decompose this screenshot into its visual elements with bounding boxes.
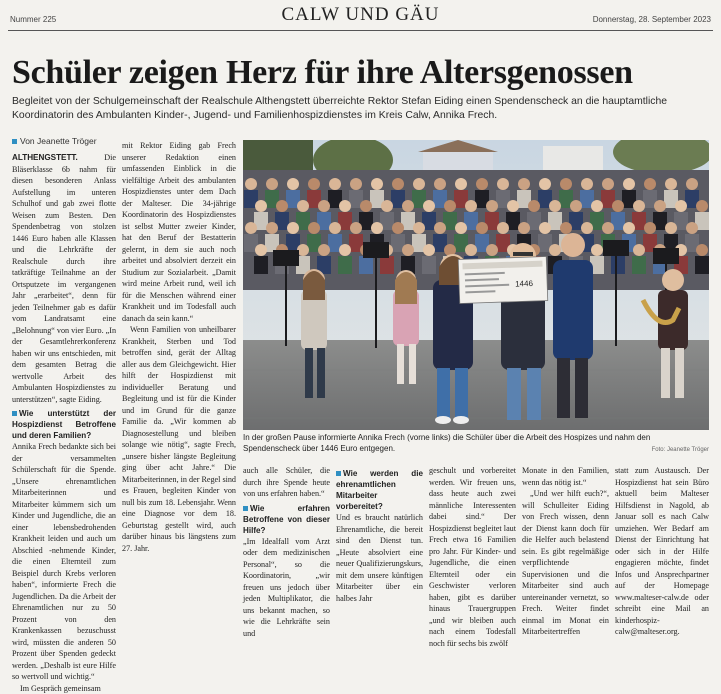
event-photo xyxy=(243,140,709,430)
subheading-text: Wie erfahren Betroffene von dieser Hilfe? xyxy=(243,504,330,535)
photo-credit: Foto: Jeanette Tröger xyxy=(652,447,709,453)
photo-caption: In der großen Pause informierte Annika Frech (vorne links) die Schüler über die Arbeit des Hospizes und nahm den Spendenscheck über 1446 Euro entgegen. xyxy=(243,433,709,454)
article-column-2 xyxy=(122,140,236,554)
paragraph: auch alle Schüler, die durch ihre Spende heute von uns erfahren haben.“ xyxy=(243,465,330,500)
article-column-4 xyxy=(336,465,423,604)
subheading-marker-icon xyxy=(336,471,341,476)
deck: Begleitet von der Schulgemeinschaft der Realschule Althengstett überreichte Rektor Stefan Eiding einen Spendenscheck an die hauptamtliche Koordinatorin des Ambulanten Kinder-, Jugend- und Familienhospizdienstes im Kreis Calw, Annika Frech. xyxy=(12,95,710,123)
photo-illustration xyxy=(243,140,709,430)
subheading xyxy=(12,408,116,441)
check-amount: 1446 xyxy=(515,279,534,289)
subheading xyxy=(336,468,423,512)
subheading-marker-icon xyxy=(12,411,17,416)
section-title: CALW UND GÄU xyxy=(8,4,713,26)
article-column-5 xyxy=(429,465,516,649)
byline-text: Von Jeanette Tröger xyxy=(20,136,97,146)
paragraph: statt zum Austausch. Der Hospizdienst hat sein Büro aktuell beim Malteser Hilfsdienst in Nagold, ab Januar soll es nach Calw umziehen. Wer Bedarf am Dienst der Einrichtung hat oder sich in der Hilfe engagieren möchte, findet Infos und Ansprechpartner auf der Homepage www.malteser-calw.de oder schreibt eine Mail an kinderhospiz-calw@malteser.org. xyxy=(615,465,709,638)
article-column-6 xyxy=(522,465,609,638)
byline xyxy=(12,136,97,146)
paragraph: „Und wer hilft euch?“, will Schulleiter Eiding von Frech wissen, denn der Dienst kann doch für die Helfer auch belastend sein. Es gibt regelmäßige verpflichtende Supervisionen und die Mitarbeiter sind auch untereinander vernetzt, so Frech. Weiter findet einmal im Monat ein Mitarbeitertreffen xyxy=(522,488,609,638)
paragraph xyxy=(12,152,116,405)
paragraph-text: Die Bläserklasse 6b nahm für diesen besonderen Anlass Aufstellung im unteren Schulhof und gab zwei flotte Weisen zum Besten. Den Spendenbetrag von stolzen 1446 Euro haben alle Klassen und die Lehrkräfte der Realschule durch ihre tatkräftige Teilnahme an der Ortsputzete im vergangenen Jahr „erarbeitet“, denn für jeden Teilnehmer gab es dafür vom Landratsamt eine „Belohnung“ von vier Euro. „In der Gesamtlehrerkonferenz haben wir uns entschieden, mit dem gesamten Betrag die wertvolle Arbeit des Ambulanten Hospizdienstes zu unterstützen“, sagte Eiding. xyxy=(12,153,116,404)
paragraph: „Im Idealfall vom Arzt oder dem medizinischen Personal“, so die Koordinatorin, „wir freuen uns jedoch über jeden Multiplikator, die uns bekannt machen, so wie die Lehrkräfte sein und xyxy=(243,536,330,640)
paragraph: geschult und vorbereitet werden. Wir freuen uns, dass heute auch zwei männliche Interessenten dabei sind.“ Der Hospizdienst begleitet laut Frech etwa 16 Familien pro Jahr. Für Kinder- und Jugendliche, die einen Elternteil oder ein Geschwister verloren haben, gibt es darüber hinaus Trauergruppen „und wir bleiben auch nach einem Todesfall noch für sechs bis zwölf xyxy=(429,465,516,649)
issue-number: Nummer 225 xyxy=(10,15,56,24)
masthead xyxy=(8,2,713,31)
issue-date: Donnerstag, 28. September 2023 xyxy=(593,15,711,24)
paragraph: Wenn Familien von unheilbarer Krankheit, Sterben und Tod betroffen sind, gerät der Alltag aller aus dem Gleichgewicht. Hier hilft der Hospizdienst mit individueller Beratung und Begleitung und ist für die Kinder und im Grund für die ganze Familie da. „Wir kommen ab Diagnosestellung und bleiben solange wie nötig“, sagte Frech, „unsere bisher längste Begleitung ging über acht Jahre.“ Die Mitarbeiterinnen, in der Regel sind es Frauen, begleiten Kinder von null bis zum 18. Lebensjahr. Wenn eine Diagnose vor dem 18. Geburtstag gestellt wird, auch darüber hinaus bis längstens zum 27. Jahr. xyxy=(122,324,236,554)
paragraph: Monate in den Familien, wenn das nötig ist.“ xyxy=(522,465,609,488)
article-column-7 xyxy=(615,465,709,638)
paragraph: mit Rektor Eiding gab Frech unserer Redaktion einen umfassenden Einblick in die vielfältige Arbeit des ambulanten Hospizdienstes unter dem Dach der Malteser. Die 34-jährige Koordinatorin des Hospizdienstes ist selbst Mutter zweier Kinder, hat den Beruf der Bestatterin gelernt, in dem sie auch noch arbeitet und absolviert derzeit ein Studium zur Sozialarbeit. „Damit wird meine Arbeit rund, weil ich für die Menschen während einer Krankheit und im Todesfall auch danach da sein kann.“ xyxy=(122,140,236,324)
headline: Schüler zeigen Herz für ihre Altersgenossen xyxy=(12,54,712,92)
subheading-text: Wie werden die ehrenamtlichen Mitarbeiter vorbereitet? xyxy=(336,469,423,511)
article-column-3 xyxy=(243,465,330,639)
paragraph: Annika Frech bedankte sich bei der versammelten Schülerschaft für die Spende. „Unsere ehrenamtlichen Mitarbeiterinnen und Mitarbeiter kümmern sich um Kinder und Jugendliche, die an einer lebensbedrohenden Krankheit leiden und auch um Abschied -nehmende Kinder, die einen Elternteil zum Beispiel durch Krebs verloren haben“, informierte Frech die Jugendlichen. Da die Arbeit der Ehrenamtlichen nur zu 50 Prozent von den Krankenkassen bezuschusst wird, müssten die anderen 50 Prozent über Spenden gedeckt werden. „Deshalb ist eure Hilfe so wertvoll und wichtig.“ xyxy=(12,441,116,683)
byline-marker-icon xyxy=(12,139,17,144)
article-column-1 xyxy=(12,152,116,694)
dateline: ALTHENGSTETT. xyxy=(12,153,78,162)
donation-check xyxy=(458,256,547,303)
subheading-text: Wie unterstützt der Hospizdienst Betroffene und deren Familien? xyxy=(12,409,116,440)
subheading-marker-icon xyxy=(243,506,248,511)
subheading xyxy=(243,503,330,536)
paragraph: Im Gespräch gemeinsam xyxy=(12,683,116,694)
paragraph: Und es braucht natürlich Ehrenamtliche, die bereit sind den Dienst tun. „Heute absolviert eine neuer Qualifizierungskurs, mit dem unsere künftigen Mitarbeiter über ein halbes Jahr xyxy=(336,512,423,604)
